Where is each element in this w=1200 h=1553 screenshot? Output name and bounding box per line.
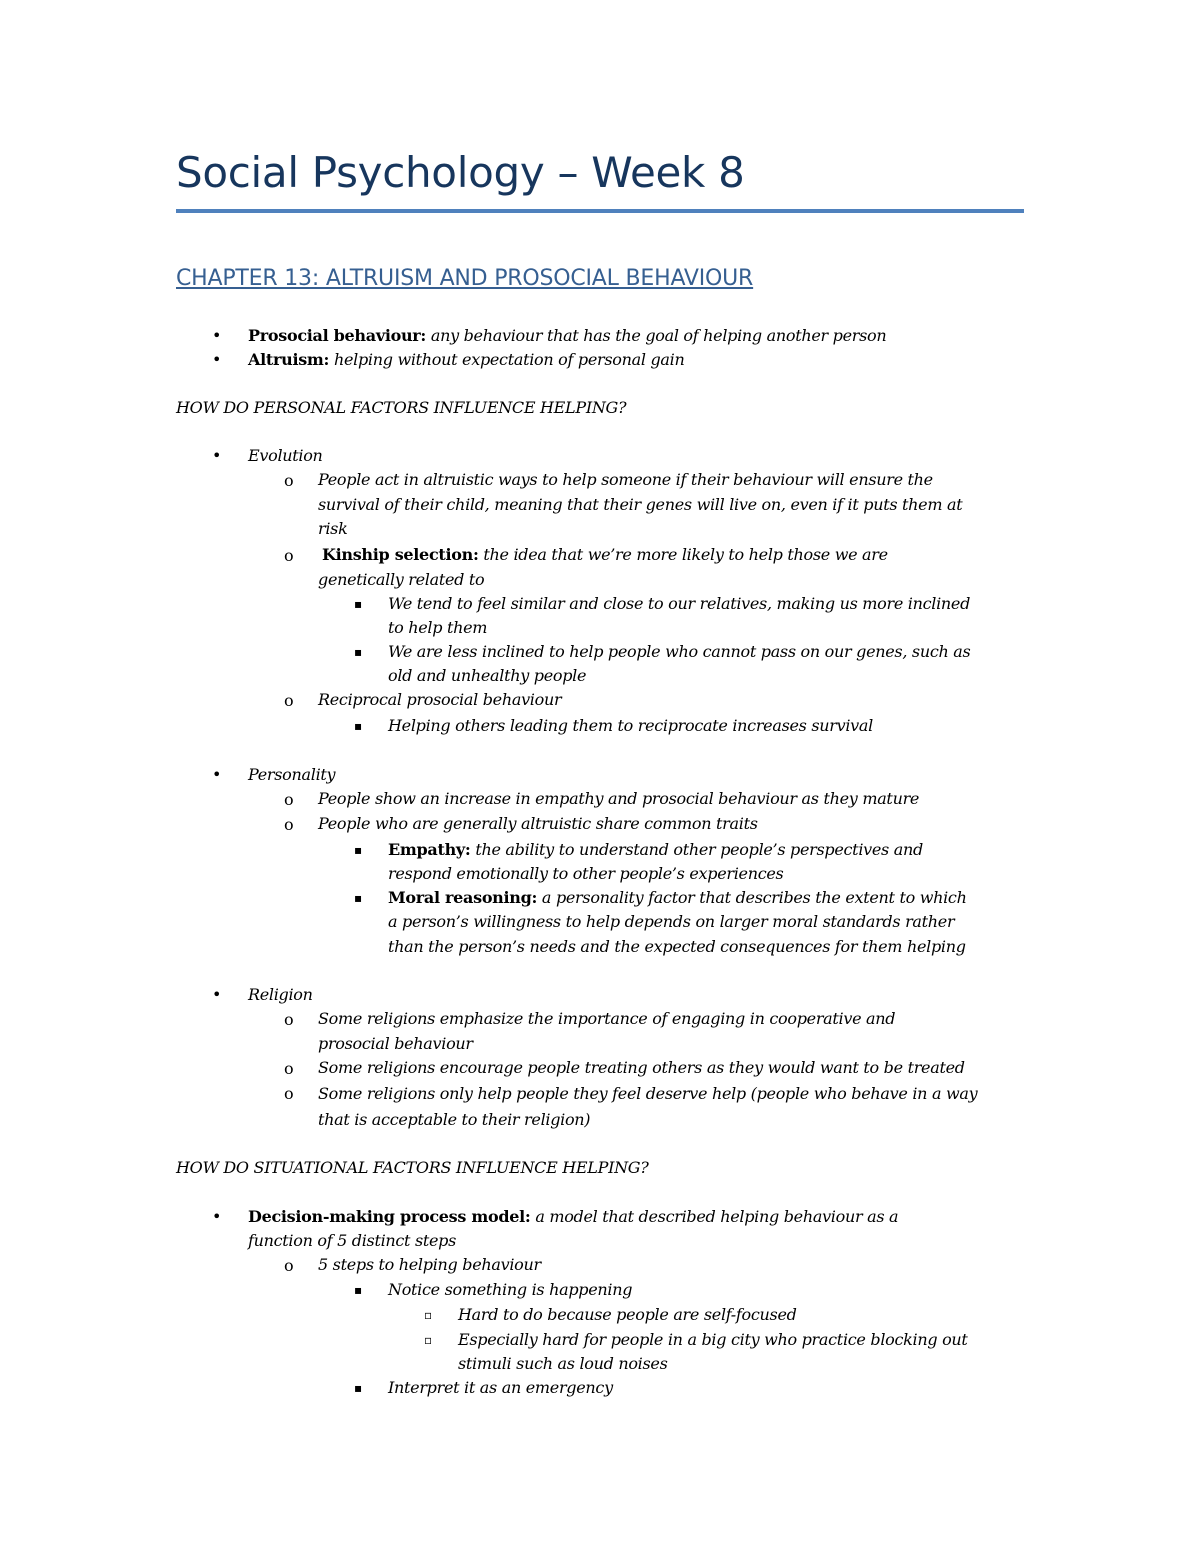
moral-line1 [388,887,967,909]
bullet-circle: o [284,691,294,710]
reciprocal-label: Reciprocal prosocial behaviour [318,690,562,709]
bullet-square: ▪ [354,1381,363,1395]
empathy-text: the ability to understand other people’s perspectives and [475,840,923,859]
personality-p2: People who are generally altruistic share common traits [318,814,758,833]
bullet-circle: o [284,471,294,490]
religion-p1-line1: Some religions emphasize the importance of engaging in cooperative and [318,1009,896,1028]
bullet-small-square: ▫ [424,1308,433,1322]
bullet-disc: • [212,765,222,784]
evolution-p1-line3: risk [318,519,348,538]
kinship-line2: genetically related to [318,570,485,589]
reciprocal-sub: Helping others leading them to reciprocate increases survival [388,716,873,735]
evolution-p1-line1: People act in altruistic ways to help someone if their behaviour will ensure the [318,470,933,489]
evolution-label: Evolution [248,446,323,465]
page-title: Social Psychology – Week 8 [176,148,745,197]
kinship-line1 [322,544,888,566]
steps-label: 5 steps to helping behaviour [318,1255,541,1274]
term: Kinship selection: [322,545,479,564]
kinship-sub1-line1: We tend to feel similar and close to our relatives, making us more inclined [388,594,971,613]
term: Moral reasoning: [388,888,538,907]
decision-line2: function of 5 distinct steps [248,1231,457,1250]
section-heading-personal: HOW DO PERSONAL FACTORS INFLUENCE HELPING? [176,398,627,417]
kinship-sub2-line2: old and unhealthy people [388,666,587,685]
bullet-small-square: ▫ [424,1333,433,1347]
section-heading-situational: HOW DO SITUATIONAL FACTORS INFLUENCE HELPING? [176,1158,649,1177]
step-notice: Notice something is happening [388,1280,633,1299]
personality-p1: People show an increase in empathy and prosocial behaviour as they mature [318,789,920,808]
decision-text: a model that described helping behaviour as a [535,1207,899,1226]
moral-line2: a person’s willingness to help depends on larger moral standards rather [388,912,955,931]
moral-text: a personality factor that describes the extent to which [541,888,967,907]
bullet-circle: o [284,1084,294,1103]
bullet-disc: • [212,985,222,1004]
bullet-circle: o [284,790,294,809]
religion-p3-line1: Some religions only help people they feel deserve help (people who behave in a way [318,1084,978,1103]
notice-sub2-line1: Especially hard for people in a big city who practice blocking out [458,1330,968,1349]
decision-line1 [248,1206,898,1228]
definition-prosocial [248,325,886,347]
religion-p1-line2: prosocial behaviour [318,1034,473,1053]
term: Prosocial behaviour: [248,326,427,345]
empathy-line1 [388,839,923,861]
kinship-sub1-line2: to help them [388,618,488,637]
religion-p2: Some religions encourage people treating others as they would want to be treated [318,1058,965,1077]
notice-sub2-line2: stimuli such as loud noises [458,1354,668,1373]
term: Empathy: [388,840,471,859]
kinship-sub2-line1: We are less inclined to help people who cannot pass on our genes, such as [388,642,971,661]
bullet-disc: • [212,350,222,369]
bullet-circle: o [284,815,294,834]
term: Decision-making process model: [248,1207,531,1226]
chapter-heading: CHAPTER 13: ALTRUISM AND PROSOCIAL BEHAVIOUR [176,266,754,291]
bullet-square: ▪ [354,719,363,733]
definition-altruism [248,349,684,371]
title-rule [176,209,1024,213]
personality-label: Personality [248,765,336,784]
term: Altruism: [248,350,330,369]
bullet-square: ▪ [354,891,363,905]
bullet-circle: o [284,546,294,565]
bullet-disc: • [212,326,222,345]
religion-p3-line2: that is acceptable to their religion) [318,1110,591,1129]
bullet-square: ▪ [354,843,363,857]
bullet-disc: • [212,446,222,465]
notice-sub1: Hard to do because people are self-focused [458,1305,797,1324]
bullet-square: ▪ [354,645,363,659]
bullet-circle: o [284,1059,294,1078]
moral-line3: than the person’s needs and the expected consequences for them helping [388,937,966,956]
empathy-line2: respond emotionally to other people’s experiences [388,864,784,883]
bullet-circle: o [284,1010,294,1029]
definition-text: helping without expectation of personal gain [333,350,685,369]
step-interpret: Interpret it as an emergency [388,1378,613,1397]
definition-text: any behaviour that has the goal of helping another person [430,326,887,345]
religion-label: Religion [248,985,313,1004]
evolution-p1-line2: survival of their child, meaning that their genes will live on, even if it puts them at [318,495,963,514]
bullet-square: ▪ [354,597,363,611]
kinship-text: the idea that we’re more likely to help those we are [483,545,888,564]
bullet-square: ▪ [354,1283,363,1297]
bullet-disc: • [212,1207,222,1226]
bullet-circle: o [284,1256,294,1275]
